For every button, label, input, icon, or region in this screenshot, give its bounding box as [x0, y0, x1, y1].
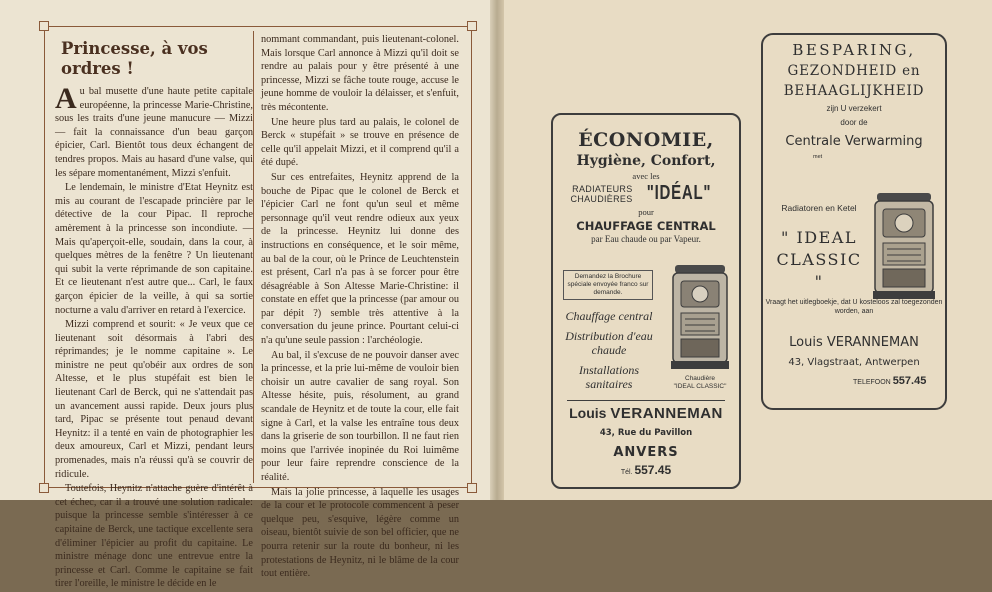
article-paragraph: nommant commandant, puis lieutenant-colonel. Mais lorsque Carl annonce à Mizzi qu'il doit se rendre au palais pour y être présenté à une princesse, Mizzi se fâche toute rouge, accuse le jeune homme de vouloir la délaisser, et s'enfuit, très mécontente. — [261, 34, 459, 113]
column-divider — [253, 31, 254, 483]
article-frame — [44, 26, 472, 590]
ad-subhead: Hygiène, Confort, — [576, 153, 716, 169]
ad-text: met — [813, 154, 823, 160]
article-paragraph: Une heure plus tard au palais, le colonel de Berck « stupéfait » se trouve en présence de celle qu'il appelait Mizzi, et il comprend qu'il a été dupé. — [261, 116, 459, 169]
dealer-city: ANVERS — [613, 445, 679, 460]
boiler-illustration — [871, 191, 937, 301]
ad-brand: "IDÉAL" — [646, 182, 711, 204]
boiler-caption: Chaudière "IDEAL CLASSIC" — [673, 375, 727, 390]
dealer-address: 43, Vlagstraat, Antwerpen — [788, 357, 920, 368]
brochure-text: Vraagt het uitlegboekje, dat U kosteloos zal toegezonden worden, aan — [765, 299, 943, 315]
ad-text: pour — [638, 207, 654, 217]
article-paragraph: Mizzi comprend et sourit: « Je veux que ce lieutenant soit désormais à l'abri des réprimandes; je le nomme capitaine ». Le ministre ne peut qu'obéir aux ordres de son Altesse, et le plus stupéfait est bien le lieutenant Carl de Berck, qui ne s'attendait pas un avancement aussi rapide. Deux jours plus tard, Pipac se présente tout penaud devant Heynitz: il a tenté en vain de photographier les deux amoureux, Carl et Mizzi, pendant leurs promenades, mais n'a réussi qu'à se couvrir de ridicule. — [55, 319, 253, 480]
ad-brand-row — [553, 182, 739, 205]
ad-headline-2: GEZONDHEID en — [787, 63, 921, 79]
dealer-phone: TELEFOON 557.45 — [853, 375, 927, 387]
ad-headline: BESPARING, — [792, 41, 916, 59]
ad-divider — [567, 400, 725, 401]
ideal-ad-french — [551, 113, 741, 489]
dealer-phone: Tél. 557.45 — [620, 463, 672, 477]
ideal-ad-dutch — [761, 33, 947, 410]
article-column-left — [55, 33, 253, 592]
ad-headline-3: BEHAAGLIJKHEID — [783, 83, 925, 99]
boiler-illustration — [669, 261, 731, 371]
ad-text: avec les — [632, 171, 660, 181]
article-paragraph: Le lendemain, le ministre d'Etat Heynitz est mis au courant de l'escapade princière par le détective de la cour Pipac. Il reproche amèrement à la princesse son incondiute. — Mais qu'aperçoit-elle, soudain, dans la cour, à quelques mètres de la fenêtre ? Un lieutenant qui subit la verte réprimande de son capitaine. Et ce lieutenant n'est autre que... Carl, le faux garçon épicier de la veille, à qui sa sortie nocturne a valu d'arriver en retard à l'exercice. — [55, 182, 253, 316]
ad-text: zijn U verzekert — [826, 104, 882, 113]
article-paragraph: Au bal, il s'excuse de ne pouvoir danser avec la princesse, et la prie lui-même de vouloir bien choisir un autre cavalier de sang royal. Son Altesse hésite, puis, résolument, au grand scandale de Heynitz et de toute la cour, elle fait signe à Carl, et la valse les entraîne tous deux dans la griserie de son tourbillon. Il ne faut rien moins que l'arrivée inopinée du Roi luimême pour leur faire reprendre conscience de la réalité. — [261, 349, 459, 483]
frame-corner — [39, 21, 49, 31]
article-column-right — [261, 33, 459, 582]
frame-corner — [467, 483, 477, 493]
left-page — [0, 0, 497, 590]
article-paragraph: Mais la jolie princesse, à laquelle les usages de la cour et le protocole commencent à peser quelque peu, s'esquive, légère comme un oiseau, bientôt suivie de son bel officier, que ne pourra retenir sur la route du bonheur, ni les protestations de Heynitz, ni le blâme de la cour tout entière. — [261, 486, 459, 580]
article-paragraph: Sur ces entrefaites, Heynitz apprend de la bouche de Pipac que le colonel de Berck et l'épicier Carl ne font qu'un seul et même personnage qu'il veut rendre odieux aux yeux de la princesse. Heynitz lui donne des instructions en conséquence, et le soir même, au bal de la cour, où le Prince de Leuchtenstein est présent, Carl n'a pas à se forcer pour être désagréable à Son Altesse Marie-Christine: il constate en effet que la princesse (par amour ou par dépit ?) semble très attentive à la conversation du jeune prince. Pourtant celui-ci n'a qu'une seule passion : l'archéologie. — [261, 171, 459, 347]
ad-product — [771, 203, 867, 293]
dealer-address: 43, Rue du Pavillon — [599, 428, 693, 438]
ad-headline: ÉCONOMIE, — [578, 129, 714, 151]
frame-corner — [467, 21, 477, 31]
dealer-name: Louis VERANNEMAN — [569, 405, 723, 422]
article-paragraph: Au bal musette d'une haute petite capitale européenne, la princesse Marie-Christine, sous les traits d'une jeune manucure — Mizzi — fait la connaissance d'un beau garçon épicier, Carl. Bientôt tous deux échangent de tendres propos. Mais au hasard d'une valse, qui les sépare momentanément, Mizzi s'enfuit. — [55, 82, 253, 179]
brochure-box: Demandez la Brochure spéciale envoyée franco sur demande. — [563, 270, 653, 300]
ad-service: CHAUFFAGE CENTRAL — [576, 219, 716, 233]
dealer-name: Louis VERANNEMAN — [789, 335, 919, 350]
ad-product-types: RADIATEURS CHAUDIÈRES — [570, 183, 633, 204]
frame-corner — [39, 483, 49, 493]
article-title: Princesse, à vos ordres ! — [61, 39, 208, 78]
book-gutter — [490, 0, 504, 500]
ad-product-types: Radiatoren en Ketel — [781, 203, 857, 213]
ad-brand: " IDEAL CLASSIC " — [776, 228, 862, 291]
article-paragraph: Toutefois, Heynitz n'attache guère d'intérêt à cet échec, car il a trouvé une solution radicale: puisque la princesse semble s'intéresser à ce capitaine de Berck, une tactique excellente sera d'éliminer l'épicier au profit du capitaine. Le ministre ménage donc une entrevue entre la princesse et Carl. Comme le capitaine se fait tirer l'oreille, le ministre le décide en le — [55, 483, 253, 590]
drop-cap: A — [55, 82, 77, 115]
ad-services-list: Chauffage central Distribution d'eau chaude Installations sanitaires — [565, 309, 653, 391]
ad-text: door de — [840, 118, 868, 127]
ad-text: par Eau chaude ou par Vapeur. — [591, 234, 701, 244]
ad-service: Centrale Verwarming — [785, 134, 923, 149]
